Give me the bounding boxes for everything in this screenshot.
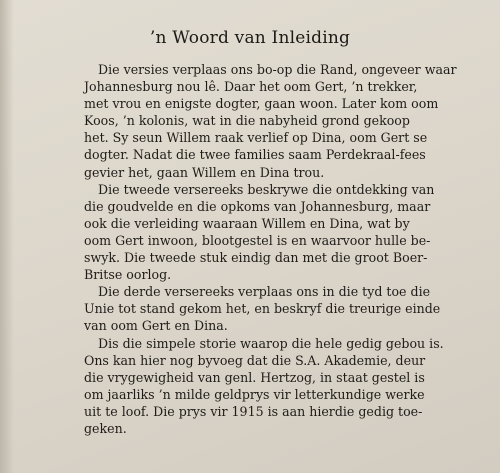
- paragraph-2: [84, 181, 484, 284]
- text-line: oom Gert inwoon, blootgestel is en waarvoor hulle be-: [84, 232, 431, 248]
- paragraph-1: [84, 61, 484, 181]
- text-line: geken.: [84, 420, 127, 436]
- page-gutter-shadow: [0, 0, 14, 473]
- text-line: Unie tot stand gekom het, en beskryf die treurige einde: [84, 301, 441, 317]
- text-line: ook die verleiding waaraan Willem en Dina, wat by: [84, 215, 410, 231]
- text-line: swyk. Die tweede stuk eindig dan met die groot Boer-: [84, 250, 428, 266]
- text-line: gevier het, gaan Willem en Dina trou.: [84, 164, 325, 180]
- text-line: met vrou en enigste dogter, gaan woon. Later kom oom: [84, 96, 439, 112]
- body-text: [84, 61, 484, 437]
- page-title: ’n Woord van Inleiding: [149, 28, 351, 48]
- text-line: Johannesburg nou lê. Daar het oom Gert, ’n trekker,: [84, 79, 418, 95]
- text-line: dogter. Nadat die twee families saam Perdekraal-fees: [84, 147, 426, 163]
- text-line: Die versies verplaas ons bo-op die Rand, ongeveer waar: [98, 62, 457, 77]
- text-line: van oom Gert en Dina.: [84, 318, 228, 334]
- paragraph-4: [84, 335, 484, 438]
- text-line: Koos, ’n kolonis, wat in die nabyheid grond gekoop: [84, 113, 410, 129]
- text-line: Ons kan hier nog byvoeg dat die S.A. Akademie, deur: [84, 352, 426, 368]
- paragraph-3: [84, 283, 484, 334]
- text-line: Britse oorlog.: [84, 267, 172, 283]
- text-line: die goudvelde en die opkoms van Johannesburg, maar: [84, 198, 431, 214]
- text-line: om jaarliks ’n milde geldprys vir letterkundige werke: [84, 386, 425, 402]
- text-line: Die derde versereeks verplaas ons in die tyd toe die: [98, 284, 431, 300]
- text-line: die vrygewigheid van genl. Hertzog, in staat gestel is: [84, 369, 425, 385]
- text-line: Die tweede versereeks beskrywe die ontdekking van: [98, 181, 435, 197]
- text-line: uit te loof. Die prys vir 1915 is aan hierdie gedig toe-: [84, 403, 423, 419]
- text-line: het. Sy seun Willem raak verlief op Dina, oom Gert se: [84, 130, 428, 146]
- text-line: Dis die simpele storie waarop die hele gedig gebou is.: [98, 335, 444, 351]
